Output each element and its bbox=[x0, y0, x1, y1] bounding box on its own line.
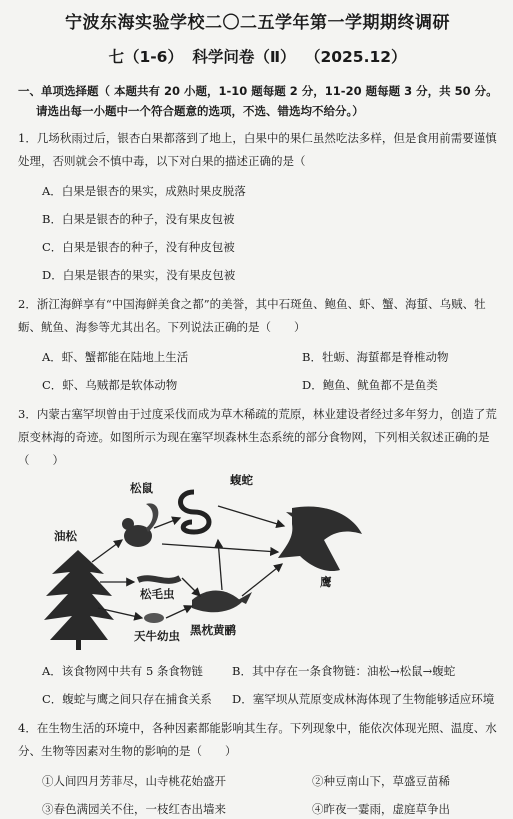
hawk-icon bbox=[278, 506, 362, 571]
question-2-options-row-2 bbox=[12, 376, 503, 395]
question-4-options-row-1 bbox=[12, 772, 503, 791]
question-4-option-2: ②种豆南山下，草盛豆苗稀 bbox=[312, 774, 450, 788]
question-4-option-4: ④昨夜一霎雨，虚庭草争出 bbox=[312, 802, 450, 816]
question-3-option-c: C．蝮蛇与鹰之间只存在捕食关系 bbox=[42, 692, 212, 706]
larva-icon bbox=[144, 613, 164, 623]
label-pine: 油松 bbox=[54, 529, 77, 543]
snake-icon bbox=[181, 492, 210, 532]
oriole-icon bbox=[192, 590, 252, 612]
label-caterpillar: 松毛虫 bbox=[140, 587, 175, 601]
question-4-option-1: ①人间四月芳菲尽，山寺桃花始盛开 bbox=[42, 774, 226, 788]
question-3-options-row-1 bbox=[12, 662, 503, 681]
question-4-option-3: ③春色满园关不住，一枝红杏出墙来 bbox=[42, 802, 226, 816]
question-2-options-row-1 bbox=[12, 348, 503, 367]
squirrel-icon bbox=[122, 503, 158, 547]
question-3-option-d: D．塞罕坝从荒原变成林海体现了生物能够适应环境 bbox=[232, 692, 495, 706]
label-oriole: 黑枕黄鹂 bbox=[190, 623, 236, 637]
question-2-option-b: B．牡蛎、海蜇都是脊椎动物 bbox=[302, 350, 449, 364]
label-hawk: 鹰 bbox=[320, 575, 332, 589]
question-3-option-a: A．该食物网中共有 5 条食物链 bbox=[42, 664, 203, 678]
section-heading: 一、单项选择题（ 本题共有 20 小题，1-10 题每题 2 分，11-20 题每题 3 分，共 50 分。请选出每一小题中一个符合题意的选项，不选、错选均不给分。） bbox=[18, 84, 498, 118]
exam-title: 宁波东海实验学校二〇二五学年第一学期期终调研 bbox=[65, 13, 450, 33]
label-larva: 天牛幼虫 bbox=[134, 629, 180, 643]
question-3-options-row-2 bbox=[12, 690, 503, 709]
question-1-option-a: A．白果是银杏的果实，成熟时果皮脱落 bbox=[42, 184, 246, 198]
exam-subtitle: 七（1-6） 科学问卷（Ⅱ） （2025.12） bbox=[108, 48, 407, 66]
label-snake: 蝮蛇 bbox=[230, 473, 253, 487]
question-1-stem: 1．几场秋雨过后，银杏白果都落到了地上，白果中的果仁虽然吃法多样，但是食用前需要谨慎处理，否则就会不慎中毒，以下对白果的描述正确的是（ bbox=[18, 131, 497, 168]
food-web-figure bbox=[42, 473, 372, 658]
question-2-option-c: C．虾、乌贼都是软体动物 bbox=[42, 378, 178, 392]
caterpillar-icon bbox=[138, 578, 180, 581]
question-3-stem: 3．内蒙古塞罕坝曾由于过度采伐而成为草木稀疏的荒原，林业建设者经过多年努力，创造了荒原变林海的奇迹。如图所示为现在塞罕坝森林生态系统的部分食物网，下列相关叙述正确的是 （ ） bbox=[18, 407, 501, 467]
question-1-option-b: B．白果是银杏的种子，没有果皮包被 bbox=[42, 212, 235, 226]
question-2-option-a: A．虾、蟹都能在陆地上生活 bbox=[42, 350, 189, 364]
question-2-stem: 2．浙江海鲜享有“中国海鲜美食之都”的美誉，其中石斑鱼、鲍鱼、虾、蟹、海蜇、乌贼、牡蛎、鱿鱼、海参等尤其出名。下列说法正确的是（ ） bbox=[18, 297, 486, 334]
question-3-option-b: B．其中存在一条食物链：油松→松鼠→蝮蛇 bbox=[232, 664, 456, 678]
question-1-option-c: C．白果是银杏的种子，没有种皮包被 bbox=[42, 240, 235, 254]
question-4-stem: 4．在生物生活的环境中，各种因素都能影响其生存。下列现象中，能依次体现光照、温度、水分、生物等因素对生物的影响的是（ ） bbox=[18, 721, 497, 758]
label-squirrel: 松鼠 bbox=[130, 481, 153, 495]
question-2-option-d: D．鲍鱼、鱿鱼都不是鱼类 bbox=[302, 378, 438, 392]
question-1-option-d: D．白果是银杏的果实，没有果皮包被 bbox=[42, 268, 236, 282]
question-4-options-row-2 bbox=[12, 800, 503, 819]
pine-tree-icon bbox=[44, 550, 114, 650]
